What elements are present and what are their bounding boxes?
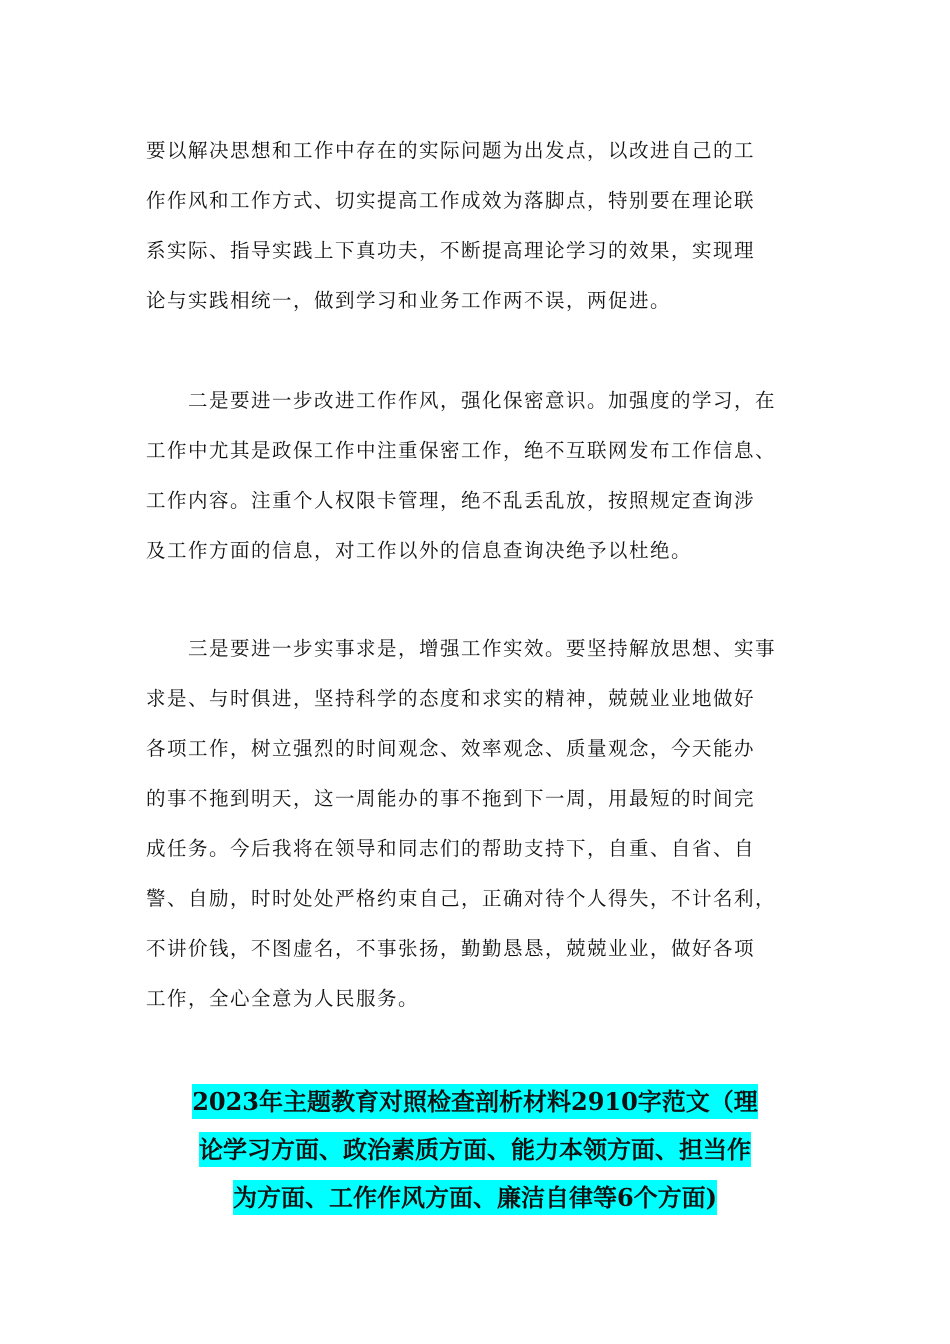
para3-line-6: 警、自励，时时处处严格约束自己，正确对待个人得失，不计名利， — [146, 887, 777, 910]
title-line-1-text: 2023年主题教育对照检查剖析材料2910字范文（理 — [192, 1084, 758, 1119]
para3-line-2: 求是、与时俱进，坚持科学的态度和求实的精神，兢兢业业地做好 — [146, 687, 756, 710]
para1-line-4: 论与实践相统一，做到学习和业务工作两不误，两促进。 — [146, 289, 672, 312]
para3-line-3: 各项工作，树立强烈的时间观念、效率观念、质量观念，今天能办 — [146, 737, 756, 760]
para3-line-1: 三是要进一步实事求是，增强工作实效。要坚持解放思想、实事 — [146, 637, 777, 660]
para1-line-1: 要以解决思想和工作中存在的实际问题为出发点，以改进自己的工 — [146, 139, 756, 162]
para2-line-3: 工作内容。注重个人权限卡管理，绝不乱丢乱放，按照规定查询涉 — [146, 489, 756, 512]
para3-line-8: 工作，全心全意为人民服务。 — [146, 987, 420, 1010]
title-line-3 — [100, 1174, 850, 1222]
para2-line-1: 二是要进一步改进工作作风，强化保密意识。加强度的学习，在 — [146, 389, 777, 412]
highlighted-title — [100, 1078, 850, 1222]
para3-line-4: 的事不拖到明天，这一周能办的事不拖到下一周，用最短的时间完 — [146, 787, 756, 810]
para3-line-7: 不讲价钱，不图虚名，不事张扬，勤勤恳恳，兢兢业业，做好各项 — [146, 937, 756, 960]
para1-line-2: 作作风和工作方式、切实提高工作成效为落脚点，特别要在理论联 — [146, 189, 756, 212]
para1-line-3: 系实际、指导实践上下真功夫，不断提高理论学习的效果，实现理 — [146, 239, 756, 262]
para2-line-2: 工作中尤其是政保工作中注重保密工作，绝不互联网发布工作信息、 — [146, 439, 777, 462]
para2-line-4: 及工作方面的信息，对工作以外的信息查询决绝予以杜绝。 — [146, 539, 693, 562]
title-line-3-text: 为方面、工作作风方面、廉洁自律等6个方面) — [233, 1180, 717, 1215]
title-line-1 — [100, 1078, 850, 1126]
title-line-2-text: 论学习方面、政治素质方面、能力本领方面、担当作 — [199, 1132, 751, 1167]
para3-line-5: 成任务。今后我将在领导和同志们的帮助支持下，自重、自省、自 — [146, 837, 756, 860]
title-line-2 — [100, 1126, 850, 1174]
